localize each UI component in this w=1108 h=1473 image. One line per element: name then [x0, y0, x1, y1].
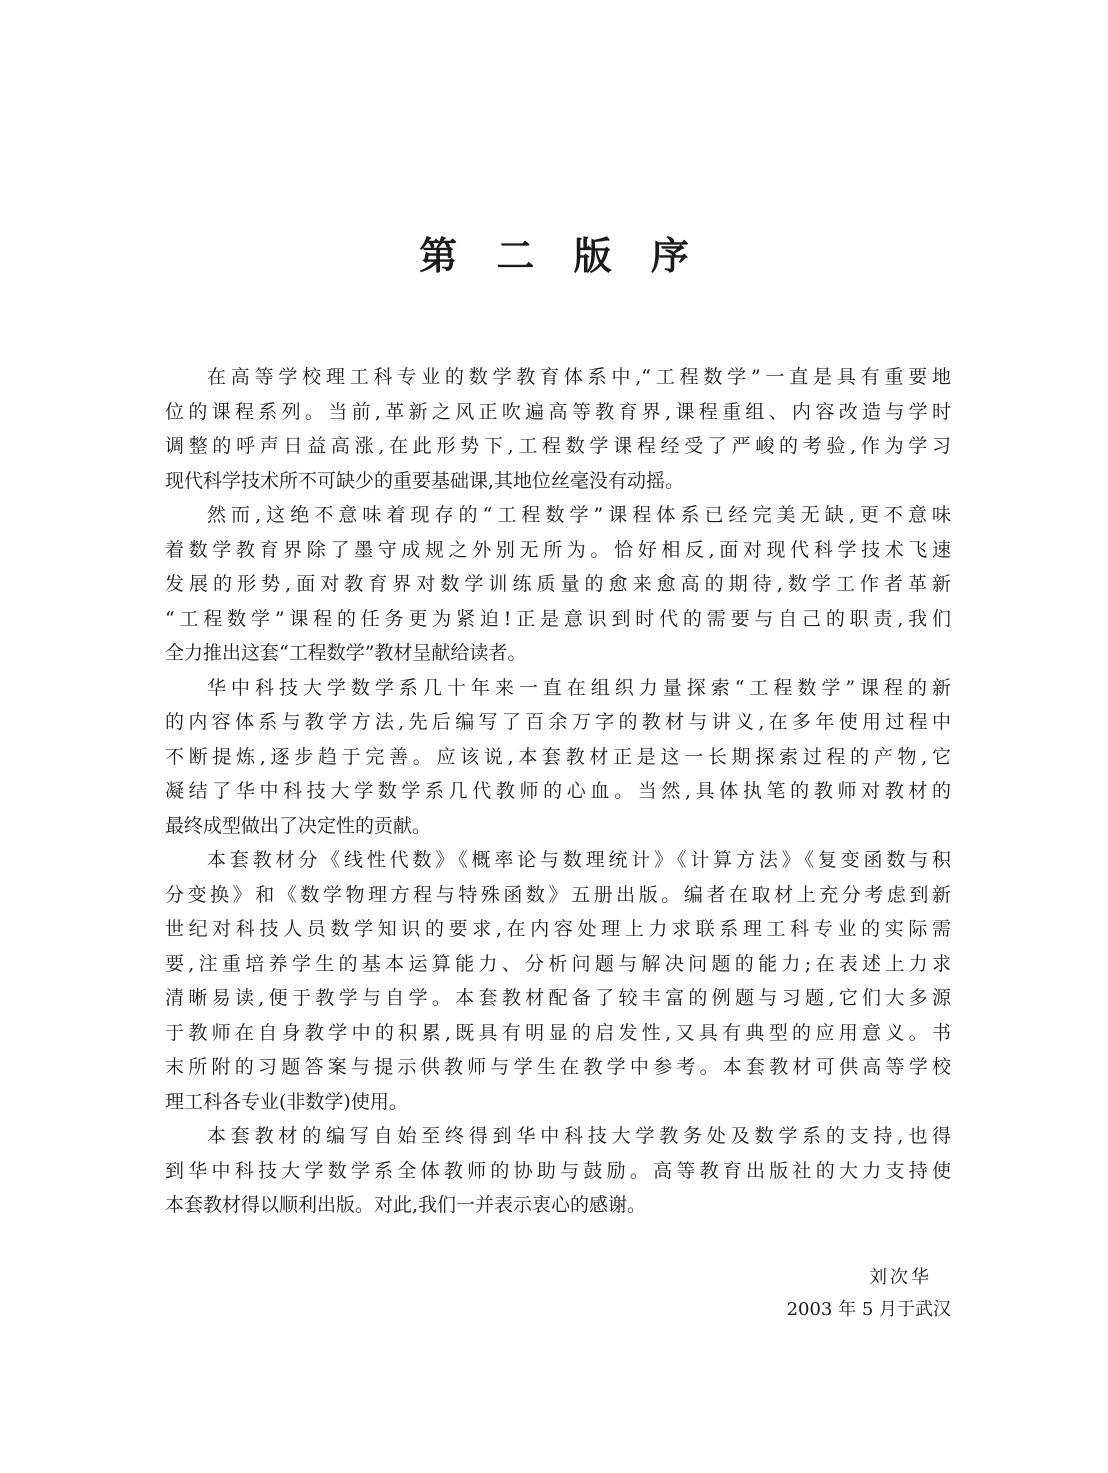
page-title: 第 二 版 序: [419, 234, 702, 278]
preface-body: [165, 360, 951, 1223]
paragraph-3-line-4: 凝结了华中科技大学数学系几代教师的心血。当然,具体执笔的教师对教材的: [165, 780, 951, 802]
paragraph-5-line-1: 本套教材的编写自始至终得到华中科技大学教务处及数学系的支持,也得: [207, 1125, 951, 1147]
paragraph-4-line-4: 要,注重培养学生的基本运算能力、分析问题与解决问题的能力;在表述上力求: [165, 952, 951, 975]
paragraph-4-line-1: 本套教材分《线性代数》《概率论与数理统计》《计算方法》《复变函数与积: [207, 849, 951, 871]
paragraph-3-line-2: 的内容体系与教学方法,先后编写了百余万字的教材与讲义,在多年使用过程中: [165, 711, 951, 733]
paragraph-4-line-6: 于教师在自身教学中的积累,既具有明显的启发性,又具有典型的应用意义。书: [165, 1021, 951, 1044]
paragraph-5-line-2: 到华中科技大学数学系全体教师的协助与鼓励。高等教育出版社的大力支持使: [165, 1159, 951, 1182]
paragraph-4-line-2: 分变换》和《数学物理方程与特殊函数》五册出版。编者在取材上充分考虑到新: [165, 883, 951, 906]
paragraph-2-line-3: 发展的形势,面对教育界对数学训练质量的愈来愈高的期待,数学工作者革新: [165, 573, 951, 595]
paragraph-3-line-1: 华中科技大学数学系几十年来一直在组织力量探索“工程数学”课程的新: [207, 676, 951, 699]
paragraph-4-line-8: 理工科各专业(非数学)使用。: [165, 1090, 408, 1113]
paragraph-2-line-1: 然而,这绝不意味着现存的“工程数学”课程体系已经完美无缺,更不意味: [207, 504, 951, 526]
paragraph-1-line-4: 现代科学技术所不可缺少的重要基础课,其地位丝毫没有动摇。: [165, 469, 685, 492]
paragraph-2-line-4: “工程数学”课程的任务更为紧迫!正是意识到时代的需要与自己的职责,我们: [165, 607, 951, 630]
paragraph-1-line-3: 调整的呼声日益高涨,在此形势下,工程数学课程经受了严峻的考验,作为学习: [165, 435, 951, 457]
paragraph-3-line-3: 不断提炼,逐步趋于完善。应该说,本套教材正是这一长期探索过程的产物,它: [165, 745, 951, 768]
paragraph-4-line-5: 清晰易读,便于教学与自学。本套教材配备了较丰富的例题与习题,它们大多源: [165, 987, 951, 1009]
signature-author: 刘次华: [869, 1267, 932, 1288]
paragraph-1-line-2: 位的课程系列。当前,革新之风正吹遍高等教育界,课程重组、内容改造与学时: [165, 400, 951, 423]
paragraph-4-line-7: 末所附的习题答案与提示供教师与学生在教学中参考。本套教材可供高等学校: [165, 1056, 951, 1078]
paragraph-3-line-5: 最终成型做出了决定性的贡献。: [165, 814, 432, 837]
signature-date-place: 2003 年 5 月于武汉: [786, 1299, 951, 1320]
paragraph-1-line-1: 在高等学校理工科专业的数学教育体系中,“工程数学”一直是具有重要地: [207, 366, 951, 388]
paragraph-2-line-2: 着数学教育界除了墨守成规之外别无所为。恰好相反,面对现代科学技术飞速: [165, 538, 951, 561]
paragraph-4-line-3: 世纪对科技人员数学知识的要求,在内容处理上力求联系理工科专业的实际需: [165, 918, 951, 940]
paragraph-2-line-5: 全力推出这套“工程数学”教材呈献给读者。: [165, 642, 527, 664]
paragraph-5-line-3: 本套教材得以顺利出版。对此,我们一并表示衷心的感谢。: [165, 1194, 647, 1216]
